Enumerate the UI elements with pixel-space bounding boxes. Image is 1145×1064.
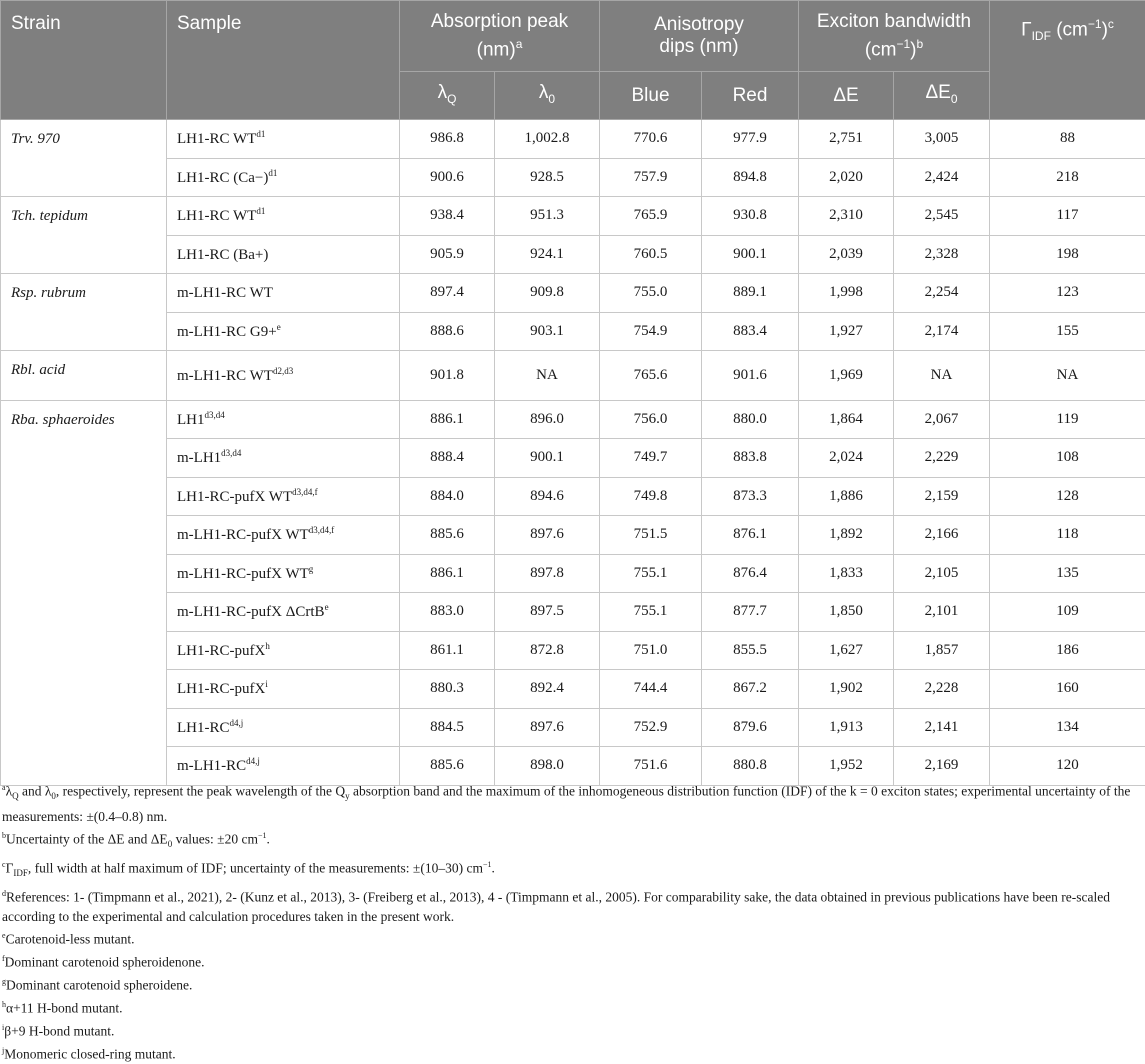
delta-e-cell: 1,998 [799, 274, 894, 313]
sample-cell: LH1-RC $WT^{d1}$ [167, 197, 400, 236]
gamma-cell: 128 [990, 477, 1145, 516]
table-row [1, 158, 1145, 197]
strain-cell: Tch. tepidum [1, 197, 167, 274]
blue-cell: 752.9 [600, 708, 702, 747]
sample-cell: LH1-RC-pufX $WT^{d3,d4,f}$ [167, 477, 400, 516]
table-row [1, 708, 1145, 747]
lambda-0-cell: 896.0 [495, 400, 600, 439]
red-cell: 855.5 [702, 631, 799, 670]
red-cell: 889.1 [702, 274, 799, 313]
sample-cell: $LH1^{d3,d4}$ [167, 400, 400, 439]
blue-cell: 765.9 [600, 197, 702, 236]
lambda-0-cell: 1,002.8 [495, 120, 600, 159]
blue-cell: 749.7 [600, 439, 702, 478]
delta-e-cell: 1,892 [799, 516, 894, 555]
delta-e0-cell: 2,174 [894, 312, 990, 351]
delta-e0-cell: 3,005 [894, 120, 990, 159]
sample-cell: $LH1-RC^{d4,j}$ [167, 708, 400, 747]
sample-cell: LH1-RC-pufX$^h$ [167, 631, 400, 670]
lambda-0-cell: 903.1 [495, 312, 600, 351]
delta-e0-cell: 1,857 [894, 631, 990, 670]
strain-cell: Rba. sphaeroides [1, 400, 167, 785]
table-row [1, 439, 1145, 478]
table-row [1, 631, 1145, 670]
delta-e0-cell: 2,424 [894, 158, 990, 197]
delta-e-cell: 1,627 [799, 631, 894, 670]
lambda-q-cell: 885.6 [400, 516, 495, 555]
lambda-q-cell: 880.3 [400, 670, 495, 709]
gamma-cell: 108 [990, 439, 1145, 478]
blue-cell: 751.6 [600, 747, 702, 786]
lambda-0-cell: 897.6 [495, 708, 600, 747]
delta-e0-cell: 2,545 [894, 197, 990, 236]
sample-cell: m-LH1-RC-pufX $WT^{d3,d4,f}$ [167, 516, 400, 555]
red-cell: 873.3 [702, 477, 799, 516]
lambda-0-cell: 894.6 [495, 477, 600, 516]
delta-e-cell: 2,020 [799, 158, 894, 197]
table-row [1, 120, 1145, 159]
blue-cell: 751.0 [600, 631, 702, 670]
red-cell: 876.1 [702, 516, 799, 555]
sample-cell: $m-LH1^{d3,d4}$ [167, 439, 400, 478]
footnote-j: $^j$Monomeric closed-ring mutant. [2, 1041, 1142, 1064]
sample-cell: $m-LH1-RC^{d4,j}$ [167, 747, 400, 786]
lambda-q-cell: 884.0 [400, 477, 495, 516]
blue-cell: 754.9 [600, 312, 702, 351]
sample-cell: LH1-RC $WT^{d1}$ [167, 120, 400, 159]
footnote-f: $^f$Dominant carotenoid spheroidenone. [2, 949, 1142, 972]
footnote-g: $^g$Dominant carotenoid spheroidene. [2, 972, 1142, 995]
header-blue: Blue [600, 72, 702, 120]
table-row [1, 400, 1145, 439]
lambda-q-cell: 901.8 [400, 351, 495, 401]
lambda-q-cell: 886.1 [400, 554, 495, 593]
delta-e0-cell: 2,105 [894, 554, 990, 593]
lambda-0-cell: 897.8 [495, 554, 600, 593]
delta-e-cell: 2,751 [799, 120, 894, 159]
delta-e-cell: 1,833 [799, 554, 894, 593]
delta-e-cell: 1,952 [799, 747, 894, 786]
sample-cell: LH1-RC $(Ca-)^{d1}$ [167, 158, 400, 197]
red-cell: 879.6 [702, 708, 799, 747]
delta-e0-cell: 2,228 [894, 670, 990, 709]
footnote-b: $^b$Uncertainty of the ΔE and $\Delta E_0$ values: ±20 $cm^{-1}$. [2, 826, 1142, 855]
header-delta-e0: $\Delta E_0$ [894, 72, 990, 120]
lambda-q-cell: 885.6 [400, 747, 495, 786]
header-gamma-idf: $\Gamma_{IDF}$ $(cm^{-1})^c$ [990, 1, 1145, 120]
lambda-0-cell: 892.4 [495, 670, 600, 709]
delta-e-cell: 1,864 [799, 400, 894, 439]
delta-e0-cell: 2,254 [894, 274, 990, 313]
header-lambda-q: $\lambda_Q$ [400, 72, 495, 120]
header-exciton-bandwidth: Exciton bandwidth $(cm^{-1})^b$ [799, 1, 990, 72]
blue-cell: 751.5 [600, 516, 702, 555]
gamma-cell: 198 [990, 235, 1145, 274]
lambda-0-cell: 872.8 [495, 631, 600, 670]
footnote-e: $^e$Carotenoid-less mutant. [2, 926, 1142, 949]
delta-e0-cell: NA [894, 351, 990, 401]
footnote-d: $^d$References: 1- (Timpmann et al., 2021), 2- (Kunz et al., 2013), 3- (Freiberg et al., 2013), 4 - (Timpmann et al., 2005). For comparability sake, the data obtained in previous publications have been re-scaled according to the experimental and calculation procedures taken in the present work. [2, 884, 1142, 927]
delta-e-cell: 1,850 [799, 593, 894, 632]
delta-e0-cell: 2,101 [894, 593, 990, 632]
delta-e-cell: 1,969 [799, 351, 894, 401]
sample-cell: m-LH1-RC WT [167, 274, 400, 313]
gamma-cell: 134 [990, 708, 1145, 747]
lambda-q-cell: 861.1 [400, 631, 495, 670]
gamma-cell: 218 [990, 158, 1145, 197]
delta-e-cell: 1,902 [799, 670, 894, 709]
red-cell: 894.8 [702, 158, 799, 197]
strain-cell: Rbl. acid [1, 351, 167, 401]
red-cell: 867.2 [702, 670, 799, 709]
header-absorption-peak: Absorption peak (nm)$^a$ [400, 1, 600, 72]
table-row [1, 351, 1145, 401]
blue-cell: 755.1 [600, 593, 702, 632]
red-cell: 977.9 [702, 120, 799, 159]
gamma-cell: 117 [990, 197, 1145, 236]
lambda-0-cell: 897.6 [495, 516, 600, 555]
header-strain: Strain [1, 1, 167, 120]
red-cell: 880.8 [702, 747, 799, 786]
lambda-q-cell: 938.4 [400, 197, 495, 236]
table-row [1, 235, 1145, 274]
delta-e0-cell: 2,067 [894, 400, 990, 439]
footnote-a: $^a\lambda_Q$ and $\lambda_0$, respectively, represent the peak wavelength of the $Q_y$ absorption band and the maximum of the inhomogeneous distribution function (IDF) of the k = 0 exciton states; experimental uncertainty of the measurements: ±(0.4–0.8) nm. [2, 778, 1142, 826]
red-cell: 880.0 [702, 400, 799, 439]
red-cell: 877.7 [702, 593, 799, 632]
red-cell: 901.6 [702, 351, 799, 401]
table-row [1, 516, 1145, 555]
delta-e0-cell: 2,166 [894, 516, 990, 555]
delta-e-cell: 1,913 [799, 708, 894, 747]
gamma-cell: 135 [990, 554, 1145, 593]
lambda-q-cell: 897.4 [400, 274, 495, 313]
gamma-cell: 118 [990, 516, 1145, 555]
blue-cell: 755.1 [600, 554, 702, 593]
footnote-i: $^i$β+9 H-bond mutant. [2, 1018, 1142, 1041]
blue-cell: 770.6 [600, 120, 702, 159]
lambda-0-cell: 928.5 [495, 158, 600, 197]
lambda-q-cell: 905.9 [400, 235, 495, 274]
strain-cell: Rsp. rubrum [1, 274, 167, 351]
red-cell: 883.4 [702, 312, 799, 351]
table-row [1, 554, 1145, 593]
delta-e-cell: 2,039 [799, 235, 894, 274]
lambda-0-cell: 924.1 [495, 235, 600, 274]
strain-cell: Trv. 970 [1, 120, 167, 197]
header-delta-e: ΔE [799, 72, 894, 120]
gamma-cell: 109 [990, 593, 1145, 632]
delta-e0-cell: 2,141 [894, 708, 990, 747]
header-lambda-0: $\lambda_0$ [495, 72, 600, 120]
blue-cell: 765.6 [600, 351, 702, 401]
table-row [1, 312, 1145, 351]
table-row [1, 274, 1145, 313]
lambda-q-cell: 900.6 [400, 158, 495, 197]
blue-cell: 744.4 [600, 670, 702, 709]
sample-cell: m-LH1-RC G9+$^e$ [167, 312, 400, 351]
lambda-q-cell: 888.4 [400, 439, 495, 478]
lambda-q-cell: 888.6 [400, 312, 495, 351]
red-cell: 876.4 [702, 554, 799, 593]
lambda-q-cell: 883.0 [400, 593, 495, 632]
gamma-cell: 119 [990, 400, 1145, 439]
header-red: Red [702, 72, 799, 120]
delta-e-cell: 2,310 [799, 197, 894, 236]
gamma-cell: 160 [990, 670, 1145, 709]
gamma-cell: NA [990, 351, 1145, 401]
footnote-h: $^h$α+11 H-bond mutant. [2, 995, 1142, 1018]
lambda-q-cell: 986.8 [400, 120, 495, 159]
sample-cell: m-LH1-RC-pufX ΔCrtB$^e$ [167, 593, 400, 632]
sample-cell: LH1-RC (Ba+) [167, 235, 400, 274]
table-row [1, 197, 1145, 236]
footnotes [2, 778, 1142, 1064]
lambda-q-cell: 886.1 [400, 400, 495, 439]
delta-e-cell: 1,927 [799, 312, 894, 351]
delta-e0-cell: 2,159 [894, 477, 990, 516]
red-cell: 883.8 [702, 439, 799, 478]
lambda-0-cell: 898.0 [495, 747, 600, 786]
header-sample: Sample [167, 1, 400, 120]
gamma-cell: 88 [990, 120, 1145, 159]
blue-cell: 749.8 [600, 477, 702, 516]
gamma-cell: 155 [990, 312, 1145, 351]
delta-e-cell: 1,886 [799, 477, 894, 516]
footnote-c: $^c\Gamma_{IDF}$, full width at half maximum of IDF; uncertainty of the measurements: ±(10–30) $cm^{-1}$. [2, 855, 1142, 884]
delta-e0-cell: 2,229 [894, 439, 990, 478]
delta-e0-cell: 2,169 [894, 747, 990, 786]
table-row [1, 593, 1145, 632]
blue-cell: 756.0 [600, 400, 702, 439]
sample-cell: m-LH1-RC-pufX $WT^g$ [167, 554, 400, 593]
red-cell: 930.8 [702, 197, 799, 236]
blue-cell: 757.9 [600, 158, 702, 197]
lambda-0-cell: 900.1 [495, 439, 600, 478]
blue-cell: 760.5 [600, 235, 702, 274]
gamma-cell: 120 [990, 747, 1145, 786]
delta-e-cell: 2,024 [799, 439, 894, 478]
gamma-cell: 123 [990, 274, 1145, 313]
lambda-0-cell: NA [495, 351, 600, 401]
table-row [1, 670, 1145, 709]
lambda-q-cell: 884.5 [400, 708, 495, 747]
table-row [1, 477, 1145, 516]
lambda-0-cell: 951.3 [495, 197, 600, 236]
red-cell: 900.1 [702, 235, 799, 274]
delta-e0-cell: 2,328 [894, 235, 990, 274]
sample-cell: m-LH1-RC $WT^{d2,d3}$ [167, 351, 400, 401]
header-anisotropy-dips: Anisotropy dips (nm) [600, 1, 799, 72]
lambda-0-cell: 909.8 [495, 274, 600, 313]
gamma-cell: 186 [990, 631, 1145, 670]
lambda-0-cell: 897.5 [495, 593, 600, 632]
blue-cell: 755.0 [600, 274, 702, 313]
sample-cell: LH1-RC-pufX$^i$ [167, 670, 400, 709]
